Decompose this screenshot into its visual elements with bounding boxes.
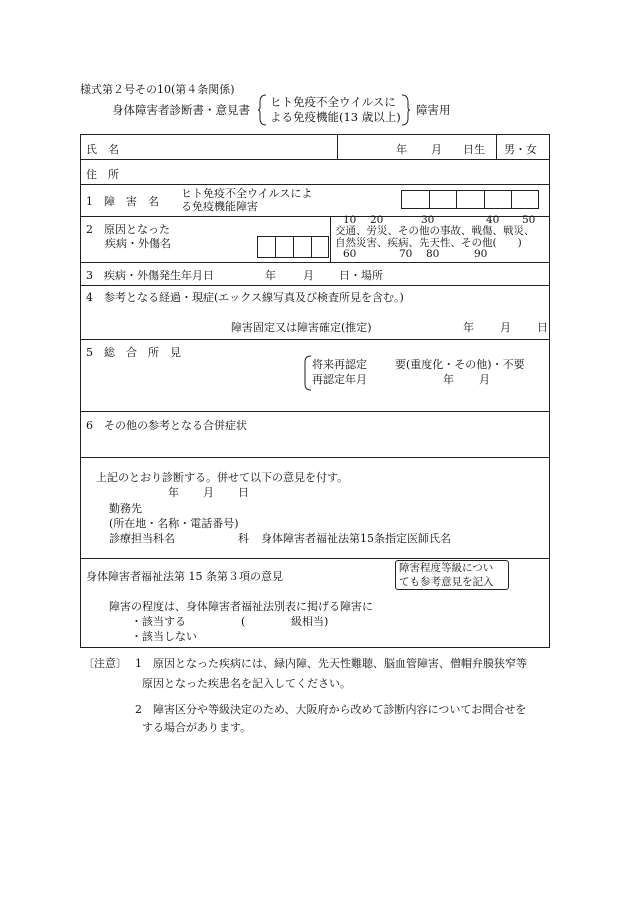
grade-equivalent-label: 級相当) (291, 615, 329, 628)
title-subject-line1: ヒト免疫不全ウイルスに (270, 95, 396, 109)
department-label: 診療担当科名 (109, 532, 175, 545)
cause-options-line2: 自然災害、疾病、先天性、その他( ) (335, 237, 522, 249)
disability-name-label: 1 障 害 名 (86, 195, 159, 208)
onset-month-label: 月 (303, 269, 314, 282)
code-box (276, 237, 294, 257)
row-line (81, 457, 549, 458)
cause-label-line1: 2 原因となった (86, 223, 170, 236)
fixed-date-label: 障害固定又は障害確定(推定) (231, 321, 372, 334)
fixed-year-label: 年 (463, 321, 474, 334)
birth-month-label: 月 (431, 143, 442, 156)
cause-options-line1: 交通、労災、その他の事故、戦傷、戦災、 (335, 225, 535, 237)
code-box (485, 191, 512, 208)
cause-code-80: 80 (426, 248, 440, 260)
cause-code-30: 30 (421, 214, 435, 226)
row-line (81, 216, 549, 217)
code-box (457, 191, 485, 208)
cause-code-70: 70 (399, 248, 413, 260)
note1-line2: 原因となった疾患名を記入してください。 (142, 677, 351, 690)
title-subject-line2: よる免疫機能(13 歳以上) (270, 110, 401, 124)
name-label: 氏 名 (86, 143, 119, 156)
row-line (81, 339, 549, 340)
workplace-detail-label: (所在地・名称・電話番号) (109, 517, 239, 530)
row-line (81, 285, 549, 286)
note2-line2: する場合があります。 (142, 721, 252, 734)
option-applies: ・該当する (131, 615, 186, 628)
title-left-bracket (258, 94, 268, 126)
cause-code-10: 10 (343, 214, 357, 226)
diagnosis-month-label: 月 (203, 486, 214, 499)
grade-note-line2: ても参考意見を記入 (399, 576, 494, 588)
disability-code-boxes (401, 190, 539, 209)
recert-year-label: 年 (443, 373, 454, 386)
workplace-label: 勤務先 (109, 502, 142, 515)
complications-label: 6 その他の参考となる合併症状 (86, 419, 247, 432)
code-box (294, 237, 312, 257)
notes-marker: 〔注意〕 (83, 657, 127, 670)
note2-line1: 2 障害区分や等級決定のため、大阪府から改めて診断内容についてお問合せを (135, 703, 527, 716)
row-line (81, 262, 549, 263)
cause-code-60: 60 (343, 248, 357, 260)
recert-options: 要(重度化・その他)・不要 (395, 358, 525, 371)
grade-open-paren: ( (241, 615, 246, 628)
fixed-day-label: 日 (537, 321, 548, 334)
cause-code-20: 20 (370, 214, 384, 226)
progress-label: 4 参考となる経過・現症(エックス線写真及び検査所見を含む。) (86, 291, 404, 304)
address-label: 住 所 (86, 168, 119, 181)
grade-note-line1: 障害程度等級につい (399, 562, 494, 574)
disability-name-line2: る免疫機能障害 (181, 200, 258, 213)
recert-label: 将来再認定 (312, 358, 367, 371)
cause-label-line2: 疾病・外傷名 (105, 237, 171, 250)
onset-year-label: 年 (265, 269, 276, 282)
diagnosis-year-label: 年 (168, 486, 179, 499)
name-divider (337, 135, 338, 159)
cause-code-boxes (257, 236, 329, 258)
disability-name-line1: ヒト免疫不全ウイルスによ (181, 187, 313, 200)
row-line (81, 411, 549, 412)
form-number: 様式第２号その10(第４条関係) (80, 83, 235, 96)
department-suffix: 科 (238, 532, 249, 545)
cause-code-90: 90 (474, 248, 488, 260)
row-line (81, 184, 549, 185)
diagnosis-statement: 上記のとおり診断する。併せて以下の意見を付す。 (96, 471, 349, 484)
onset-date-label: 3 疾病・外傷発生年月日 (86, 269, 214, 282)
row-line (81, 159, 549, 160)
option-not-applies: ・該当しない (131, 630, 197, 643)
onset-day-place-label: 日・場所 (339, 269, 383, 282)
row-line (81, 558, 549, 559)
cause-code-50: 50 (522, 214, 536, 226)
form-title: 身体障害者診断書・意見書 (112, 103, 250, 117)
birth-day-label: 日生 (463, 143, 485, 156)
recert-date-label: 再認定年月 (312, 373, 367, 386)
cause-divider (330, 216, 331, 262)
birth-year-label: 年 (396, 143, 407, 156)
opinion-statement: 障害の程度は、身体障害者福祉法別表に掲げる障害に (109, 600, 373, 613)
sex-divider (496, 135, 497, 159)
opinion-label: 身体障害者福祉法第 15 条第３項の意見 (86, 570, 283, 583)
recert-month-label: 月 (479, 373, 490, 386)
overall-findings-label: 5 総 合 所 見 (86, 346, 181, 359)
diagnosis-day-label: 日 (238, 486, 249, 499)
sex-field: 男・女 (504, 143, 537, 156)
cause-code-40: 40 (486, 214, 500, 226)
code-box (402, 191, 430, 208)
code-box (258, 237, 276, 257)
certificate-form (80, 134, 550, 648)
recert-bracket (304, 355, 312, 391)
note1-line1: 1 原因となった疾病には、緑内障、先天性難聴、脳血管障害、僧帽弁膜狭窄等 (135, 657, 527, 670)
code-box (430, 191, 457, 208)
title-right-bracket (400, 94, 410, 126)
designated-doctor-label: 身体障害者福祉法第15条指定医師氏名 (261, 532, 451, 545)
title-suffix: 障害用 (416, 103, 451, 117)
fixed-month-label: 月 (500, 321, 511, 334)
